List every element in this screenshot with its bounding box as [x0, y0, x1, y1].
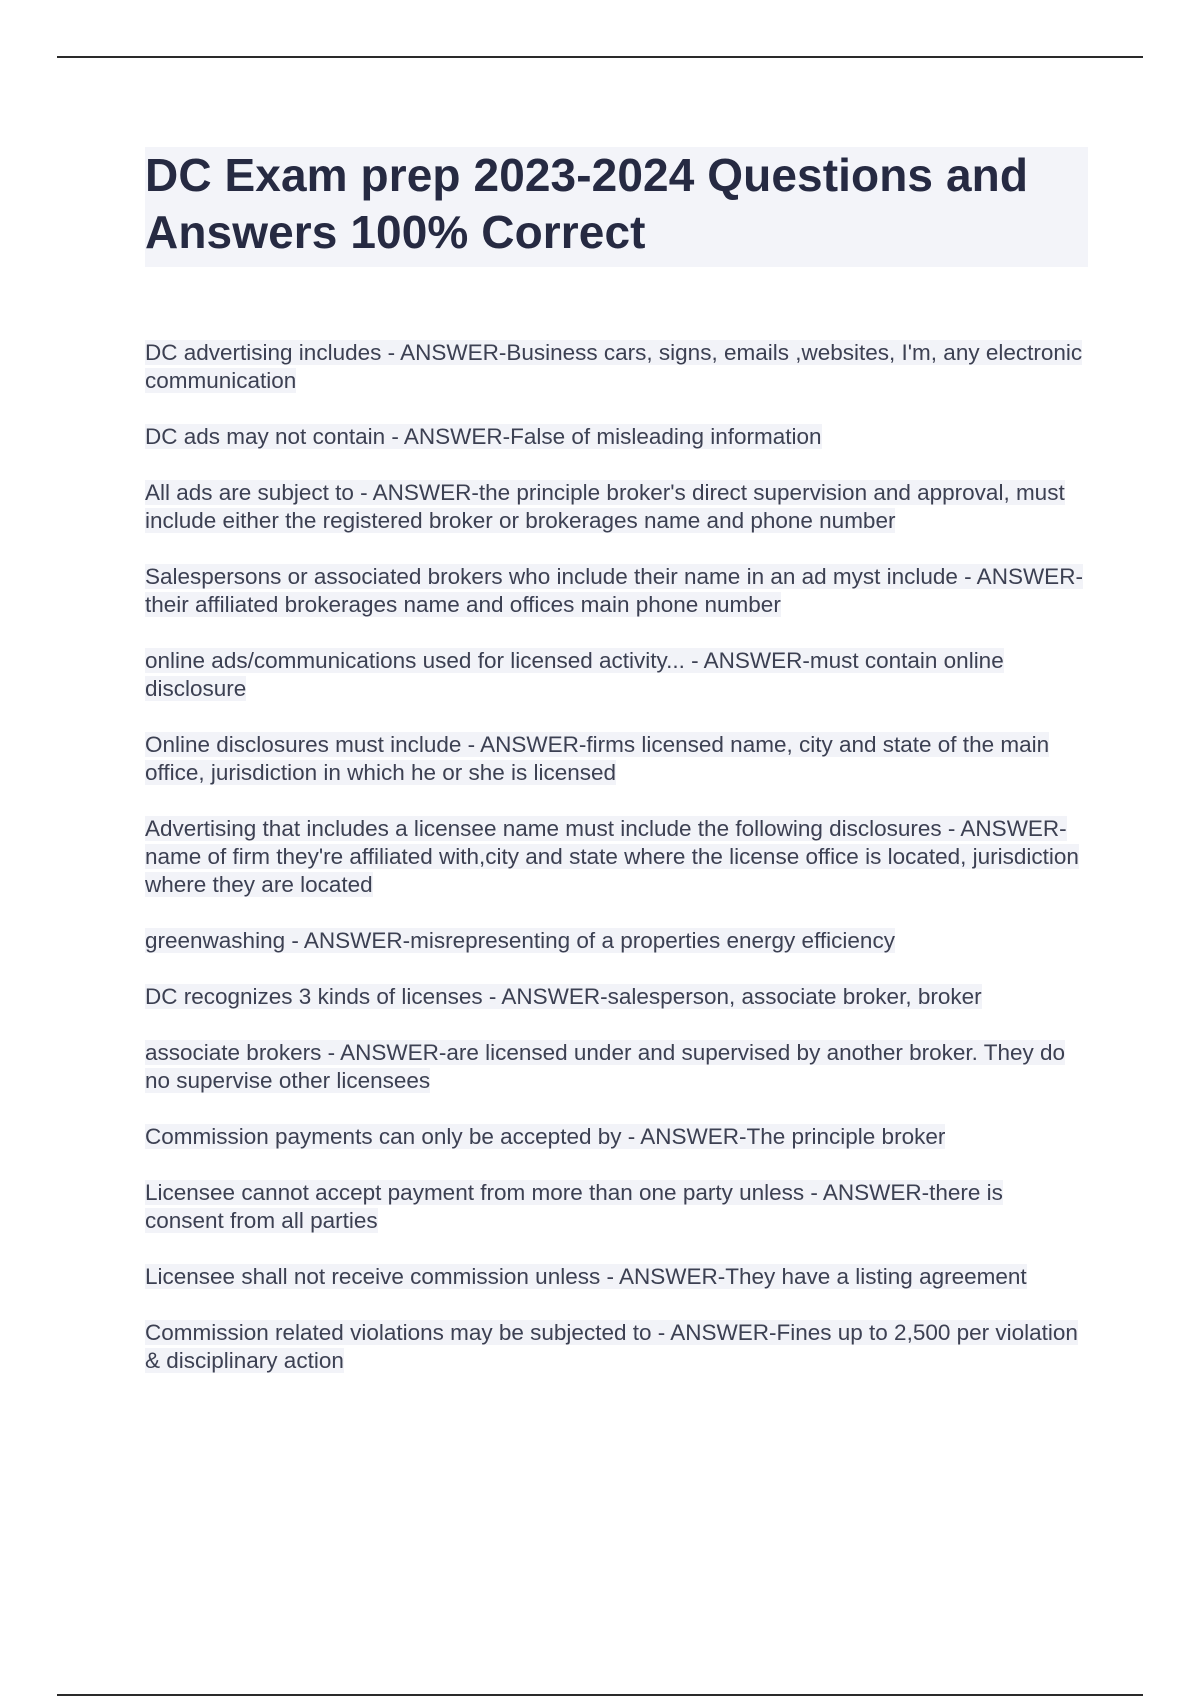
- qa-list: [145, 339, 1085, 1403]
- qa-item: [145, 423, 1085, 451]
- qa-item: [145, 1123, 1085, 1151]
- header-rule: [57, 56, 1143, 58]
- qa-text: DC recognizes 3 kinds of licenses - ANSWER-salesperson, associate broker, broker: [145, 984, 982, 1009]
- footer-rule: [57, 1694, 1143, 1696]
- qa-text: online ads/communications used for licensed activity... - ANSWER-must contain online disclosure: [145, 648, 1004, 701]
- qa-text: Licensee shall not receive commission unless - ANSWER-They have a listing agreement: [145, 1264, 1027, 1289]
- qa-text: DC advertising includes - ANSWER-Business cars, signs, emails ,websites, I'm, any electronic communication: [145, 340, 1083, 393]
- qa-text: Advertising that includes a licensee name must include the following disclosures - ANSWER-name of firm they're affiliated with,city and state where the license office is located, jurisdiction where they are located: [145, 816, 1079, 897]
- qa-item: [145, 479, 1085, 535]
- qa-item: [145, 731, 1085, 787]
- qa-item: [145, 1039, 1085, 1095]
- page-title: DC Exam prep 2023-2024 Questions and Answers 100% Correct: [145, 149, 1029, 258]
- qa-text: Salespersons or associated brokers who include their name in an ad myst include - ANSWER-their affiliated brokerages name and offices main phone number: [145, 564, 1083, 617]
- qa-text: All ads are subject to - ANSWER-the principle broker's direct supervision and approval, must include either the registered broker or brokerages name and phone number: [145, 480, 1065, 533]
- qa-item: [145, 983, 1085, 1011]
- qa-text: Online disclosures must include - ANSWER-firms licensed name, city and state of the main office, jurisdiction in which he or she is licensed: [145, 732, 1050, 785]
- qa-item: [145, 815, 1085, 899]
- qa-text: associate brokers - ANSWER-are licensed under and supervised by another broker. They do no supervise other licensees: [145, 1040, 1066, 1093]
- qa-text: Commission payments can only be accepted by - ANSWER-The principle broker: [145, 1124, 946, 1149]
- qa-item: [145, 1319, 1085, 1375]
- qa-text: Commission related violations may be subjected to - ANSWER-Fines up to 2,500 per violation & disciplinary action: [145, 1320, 1078, 1373]
- qa-text: DC ads may not contain - ANSWER-False of misleading information: [145, 424, 822, 449]
- qa-text: Licensee cannot accept payment from more than one party unless - ANSWER-there is consent from all parties: [145, 1180, 1003, 1233]
- qa-item: [145, 339, 1085, 395]
- qa-item: [145, 563, 1085, 619]
- title-block: [145, 147, 1088, 267]
- qa-text: greenwashing - ANSWER-misrepresenting of a properties energy efficiency: [145, 928, 895, 953]
- qa-item: [145, 1263, 1085, 1291]
- qa-item: [145, 1179, 1085, 1235]
- qa-item: [145, 647, 1085, 703]
- qa-item: [145, 927, 1085, 955]
